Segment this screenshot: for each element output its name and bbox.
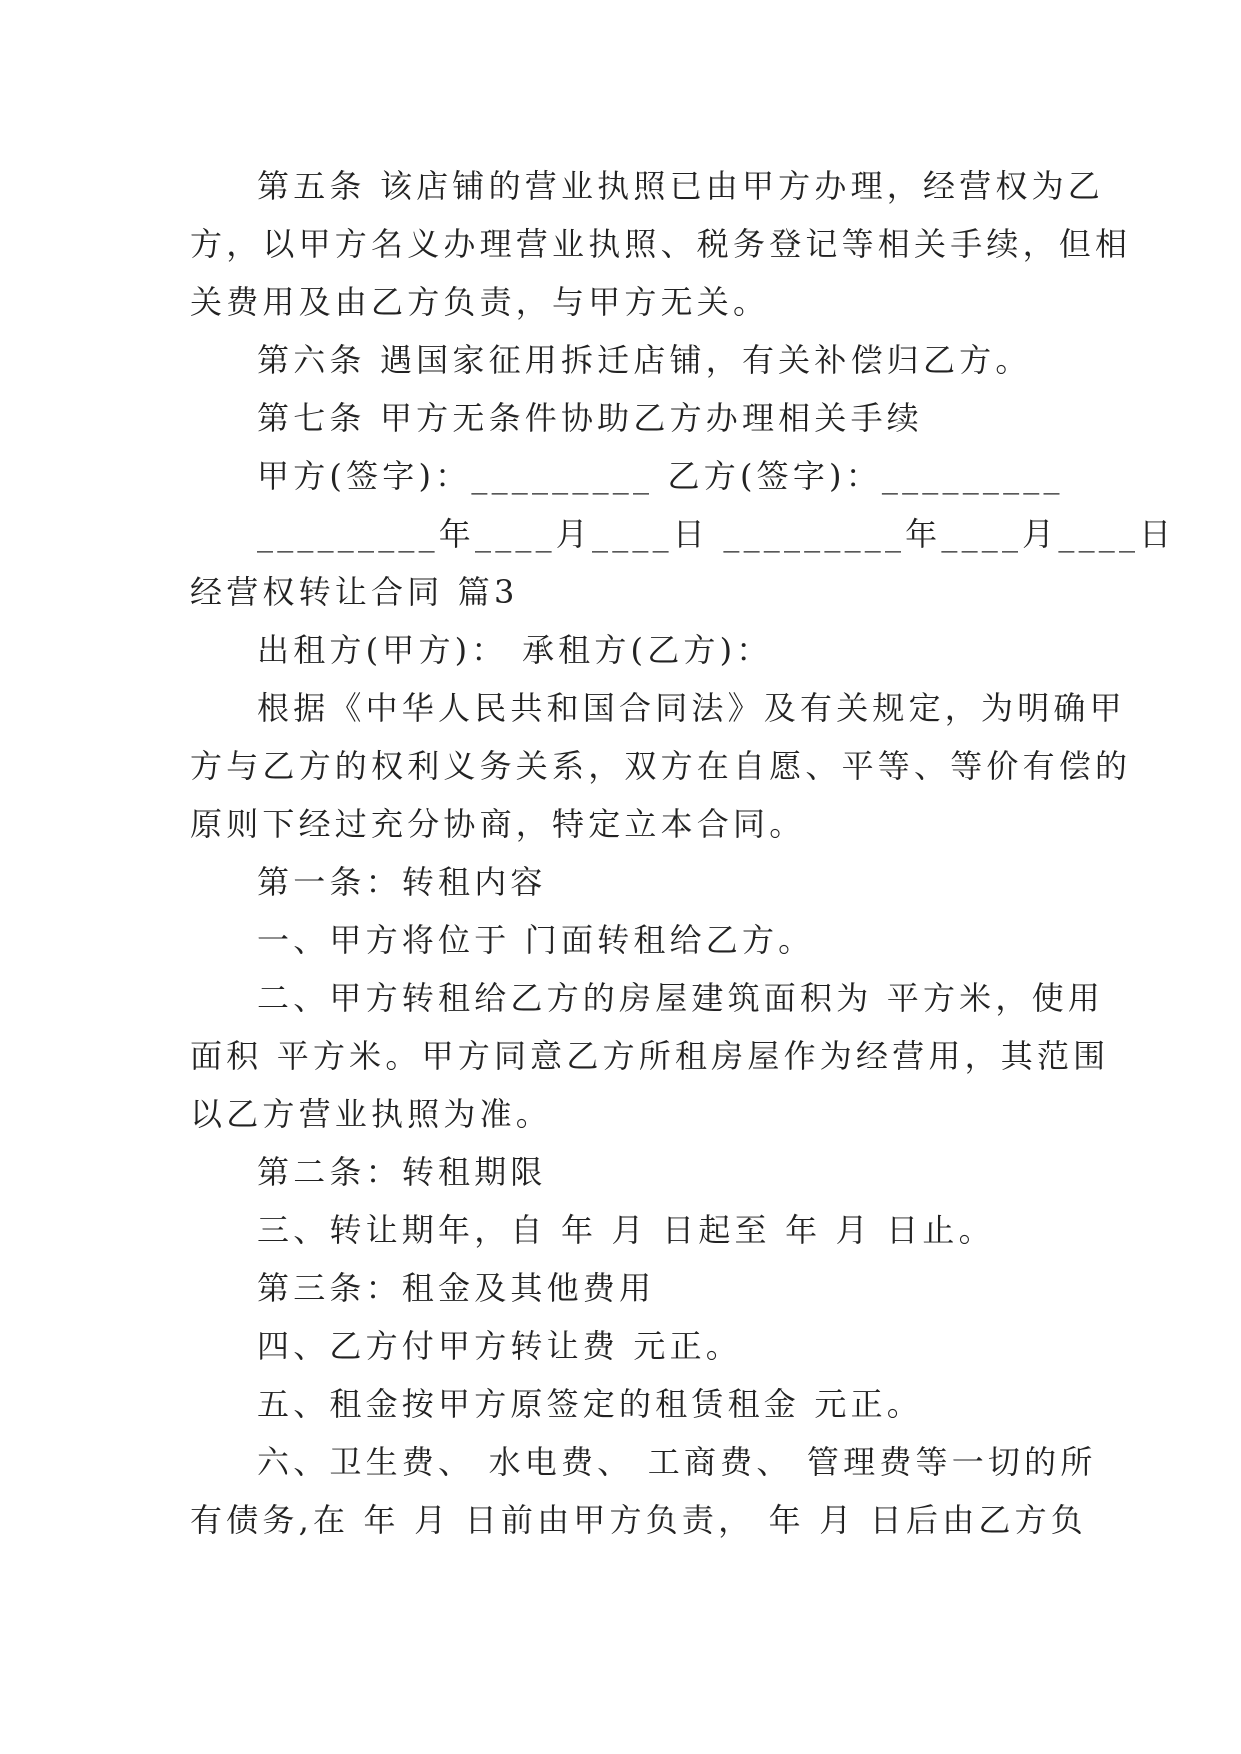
preamble-line-2: 方与乙方的权利义务关系，双方在自愿、平等、等价有偿的 [190, 747, 1132, 785]
clause-6-line-2: 有债务,在 年 月 日前由甲方负责， 年 月 日后由乙方负 [190, 1501, 1088, 1539]
clause-2-line-2: 面积 平方米。甲方同意乙方所租房屋作为经营用，其范围 [190, 1037, 1110, 1075]
clause-2-line-3: 以乙方营业执照为准。 [190, 1095, 553, 1133]
section-2-heading: 第二条：转租期限 [257, 1153, 547, 1191]
clause-5: 五、租金按甲方原签定的租赁租金 元正。 [257, 1385, 923, 1423]
parties-line: 出租方(甲方)： 承租方(乙方)： [257, 631, 773, 669]
section-3-heading: 第三条：租金及其他费用 [257, 1269, 656, 1307]
clause-2-line-1: 二、甲方转租给乙方的房屋建筑面积为 平方米，使用 [257, 979, 1104, 1017]
article-7: 第七条 甲方无条件协助乙方办理相关手续 [257, 399, 923, 437]
clause-1: 一、甲方将位于 门面转租给乙方。 [257, 921, 815, 959]
clause-3: 三、转让期年，自 年 月 日起至 年 月 日止。 [257, 1211, 995, 1249]
clause-6-line-1: 六、卫生费、 水电费、 工商费、 管理费等一切的所 [257, 1443, 1097, 1481]
preamble-line-1: 根据《中华人民共和国合同法》及有关规定，为明确甲 [257, 689, 1126, 727]
preamble-line-3: 原则下经过充分协商，特定立本合同。 [190, 805, 806, 843]
clause-4: 四、乙方付甲方转让费 元正。 [257, 1327, 742, 1365]
article-5-line-1: 第五条 该店铺的营业执照已由甲方办理，经营权为乙 [257, 167, 1104, 205]
article-6: 第六条 遇国家征用拆迁店铺，有关补偿归乙方。 [257, 341, 1032, 379]
article-5-line-2: 方，以甲方名义办理营业执照、税务登记等相关手续，但相 [190, 225, 1132, 263]
article-5-line-3: 关费用及由乙方负责，与甲方无关。 [190, 283, 770, 321]
date-line: _________年____月____日 _________年____月____日 [257, 515, 1176, 553]
contract-heading: 经营权转让合同 篇3 [190, 573, 519, 611]
section-1-heading: 第一条：转租内容 [257, 863, 547, 901]
signature-line: 甲方(签字)：_________ 乙方(签字)：_________ [257, 457, 1064, 495]
